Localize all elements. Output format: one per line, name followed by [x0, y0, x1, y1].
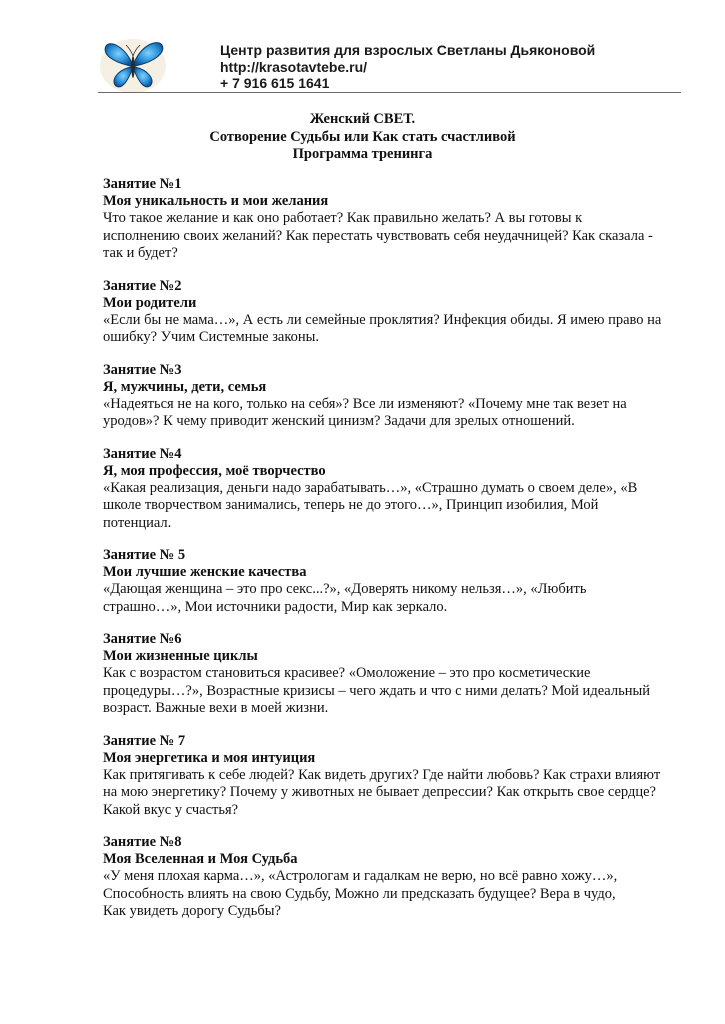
lesson-description — [103, 210, 673, 263]
lesson-title: Мои лучшие женские качества — [103, 564, 307, 580]
lesson-description-line: Какой вкус у счастья? — [103, 801, 239, 818]
lesson-number: Занятие №1 — [103, 176, 182, 192]
website-link[interactable]: http://krasotavtebe.ru/ — [220, 58, 368, 75]
lesson-description-line: Как увидеть дорогу Судьбы? — [103, 903, 281, 919]
lesson-description — [103, 665, 673, 718]
lesson-description-line: «Если бы не мама…», А есть ли семейные проклятия? Инфекция обиды. Я имею право на — [103, 311, 662, 328]
lesson-title: Я, мужчины, дети, семья — [103, 378, 267, 395]
lesson-description-line: «Дающая женщина – это про секс...?», «Доверять никому нельзя…», «Любить — [103, 581, 587, 597]
lesson-description-line: Как с возрастом становиться красивее? «Омоложение – это про косметические — [103, 665, 591, 681]
lesson-description-line: страшно…», Мои источники радости, Мир как зеркало. — [103, 598, 448, 615]
lesson-title: Моя уникальность и мои желания — [103, 193, 329, 209]
lesson-block — [103, 547, 673, 616]
document-title — [0, 111, 725, 164]
lesson-title: Моя Вселенная и Моя Судьба — [103, 851, 298, 867]
lesson-block — [103, 278, 673, 347]
header-divider — [98, 92, 681, 93]
lesson-block — [103, 631, 673, 718]
lesson-description-line: Способность влиять на свою Судьбу, Можно ли предсказать будущее? Вера в чудо, — [103, 885, 616, 902]
lesson-description-line: ошибку? Учим Системные законы. — [103, 329, 320, 345]
lesson-number: Занятие № 7 — [103, 732, 186, 749]
letterhead — [0, 0, 725, 96]
lesson-number: Занятие №4 — [103, 445, 182, 462]
lesson-title: Моя энергетика и моя интуиция — [103, 749, 316, 766]
lesson-description-line: на мою энергетику? Почему у животных не бывает депрессии? Как открыть свое сердце? — [103, 784, 656, 800]
butterfly-logo-icon — [98, 36, 168, 94]
center-name: Центр развития для взрослых Светланы Дьяконовой — [220, 42, 596, 58]
phone-number: + 7 916 615 1641 — [220, 75, 330, 91]
lesson-description-line: уродов»? К чему приводит женский цинизм? Задачи для зрелых отношений. — [103, 413, 575, 429]
lesson-description-line: школе творчеством занимались, теперь не до этого…», Принцип изобилия, Мой — [103, 497, 599, 513]
header-contacts — [220, 42, 595, 92]
lesson-description-line: исполнению своих желаний? Как перестать чувствовать себя неудачницей? Как сказала - — [103, 227, 653, 244]
lesson-description-line: Что такое желание и как оно работает? Как правильно желать? А вы готовы к — [103, 210, 583, 226]
lesson-number: Занятие №3 — [103, 361, 182, 378]
title-line-2: Сотворение Судьбы или Как стать счастливой — [209, 128, 516, 145]
lesson-title: Мои жизненные циклы — [103, 648, 258, 664]
lesson-block — [103, 446, 673, 533]
lessons-list — [103, 176, 673, 936]
lesson-number: Занятие №8 — [103, 834, 182, 850]
lesson-description-line: так и будет? — [103, 245, 178, 261]
lesson-title: Я, моя профессия, моё творчество — [103, 462, 326, 479]
lesson-description-line: «Надеяться не на кого, только на себя»? Все ли изменяют? «Почему мне так везет на — [103, 395, 627, 412]
lesson-number: Занятие № 5 — [103, 547, 186, 563]
lesson-number: Занятие №6 — [103, 631, 182, 647]
lesson-block — [103, 834, 673, 921]
lesson-block — [103, 362, 673, 431]
lesson-block — [103, 176, 673, 263]
lesson-description — [103, 581, 673, 616]
lesson-description — [103, 312, 673, 347]
lesson-description — [103, 868, 673, 921]
title-line-1: Женский СВЕТ. — [309, 111, 416, 127]
lesson-description — [103, 480, 673, 533]
lesson-description-line: возраст. Важные вехи в моей жизни. — [103, 700, 329, 716]
lesson-description-line: Как притягивать к себе людей? Как видеть других? Где найти любовь? Как страхи влияют — [103, 766, 661, 783]
lesson-description-line: процедуры…?», Возрастные кризисы – чего ждать и что с ними делать? Мой идеальный — [103, 682, 650, 699]
lesson-block — [103, 733, 673, 820]
lesson-description-line: потенциал. — [103, 514, 172, 531]
lesson-description — [103, 396, 673, 431]
lesson-title: Мои родители — [103, 294, 197, 311]
lesson-number: Занятие №2 — [103, 277, 182, 294]
title-line-3: Программа тренинга — [292, 146, 433, 162]
lesson-description — [103, 767, 673, 820]
lesson-description-line: «Какая реализация, деньги надо зарабатывать…», «Страшно думать о своем деле», «В — [103, 479, 638, 496]
lesson-description-line: «У меня плохая карма…», «Астрологам и гадалкам не верю, но всё равно хожу…», — [103, 868, 618, 884]
